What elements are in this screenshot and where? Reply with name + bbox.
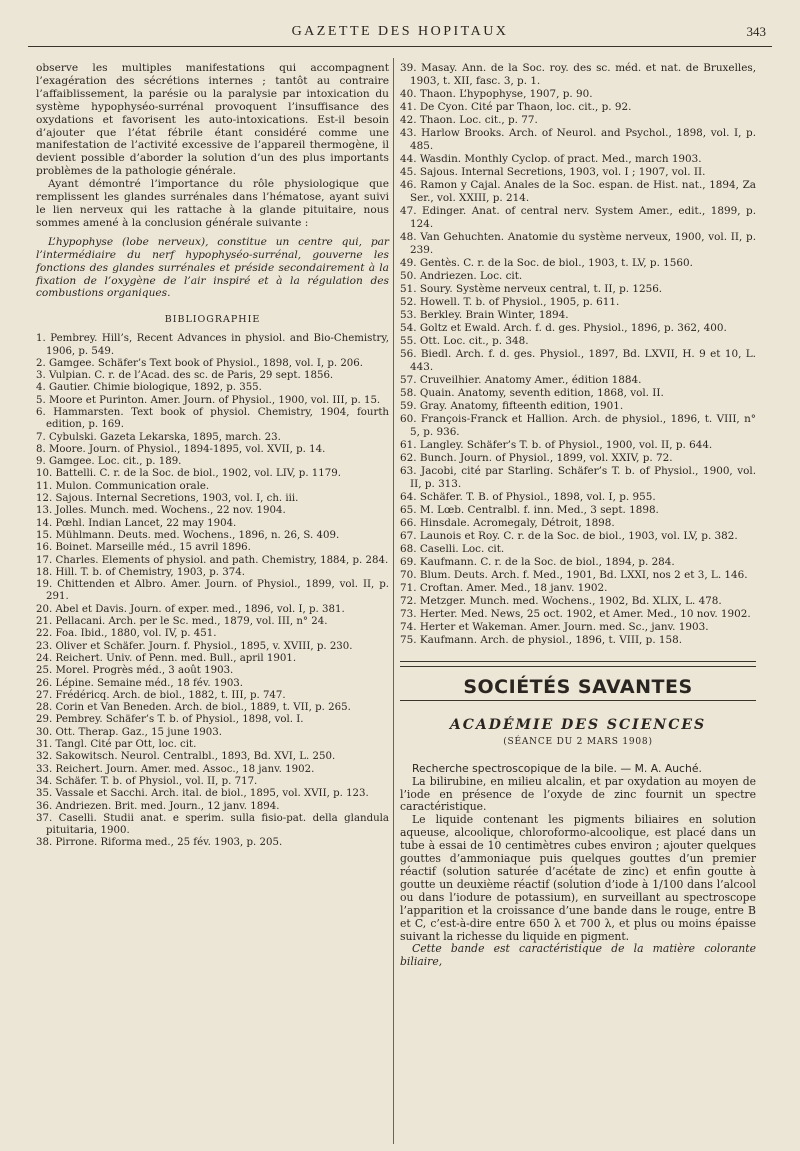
bibliography-entry: 22. Foa. Ibid., 1880, vol. IV, p. 451. <box>36 628 217 640</box>
bibliography-entry: 63. Jacobi, cité par Starling. Schäfer’s T. b. of Physiol., 1900, vol. II, p. 313. <box>400 465 756 490</box>
double-rule <box>400 661 756 667</box>
section-rule <box>400 700 756 701</box>
bibliography-entry: 4. Gautier. Chimie biologique, 1892, p. 355. <box>36 382 262 394</box>
bibliography-entry: 16. Boinet. Marseille méd., 15 avril 1896. <box>36 542 251 554</box>
bibliography-entry: 53. Berkley. Brain Winter, 1894. <box>400 309 569 321</box>
column-divider <box>393 58 394 1144</box>
bibliography-entry: 71. Croftan. Amer. Med., 18 janv. 1902. <box>400 582 608 594</box>
bibliography-entry: 5. Moore et Purinton. Amer. Journ. of Physiol., 1900, vol. III, p. 15. <box>36 394 381 406</box>
bibliography-list-continued <box>400 62 756 647</box>
bibliography-entry: 13. Jolles. Munch. med. Wochens., 22 nov. 1904. <box>36 505 286 517</box>
bibliography-entry: 44. Wasdin. Monthly Cyclop. of pract. Med., march 1903. <box>400 153 702 165</box>
bibliography-entry: 60. François-Franck et Hallion. Arch. de physiol., 1896, t. VIII, n° 5, p. 936. <box>400 413 756 438</box>
bibliography-entry: 17. Charles. Elements of physiol. and path. Chemistry, 1884, p. 284. <box>36 554 389 566</box>
bibliography-entry: 29. Pembrey. Schäfer’s T. b. of Physiol., 1898, vol. I. <box>36 714 304 726</box>
bibliography-entry: 57. Cruveilhier. Anatomy Amer., édition 1884. <box>400 374 642 386</box>
bibliography-entry: 15. Mühlmann. Deuts. med. Wochens., 1896, n. 26, S. 409. <box>36 529 340 541</box>
bibliography-entry: 47. Edinger. Anat. of central nerv. System Amer., edit., 1899, p. 124. <box>400 205 756 230</box>
bibliography-entry: 74. Herter et Wakeman. Amer. Journ. med. Sc., janv. 1903. <box>400 621 709 633</box>
bibliography-entry: 55. Ott. Loc. cit., p. 348. <box>400 335 529 347</box>
bibliography-heading: BIBLIOGRAPHIE <box>164 314 261 326</box>
bibliography-entry: 58. Quain. Anatomy, seventh edition, 1868, vol. II. <box>400 387 664 399</box>
article-paragraph: Le liquide contenant les pigments biliaires en solution aqueuse, alcoolique, chloroformo-alcoolique, est placé dans un tube à essai de 10 centimètres cubes environ ; ajouter quelques gouttes d’ammoniaque puis quelques gouttes d’un premier réactif (solution saturée d’acétate de zinc) et enfin goutte à goutte un deuxième réactif (solution d’iode à 1/100 dans l’alcool ou dans l’iodure de potassium), en surveillant au spectroscope l’apparition et la croissance d’une bande dans le rouge, entre B et C, c’est-à-dire entre 650 λ et 700 λ, et plus ou moins épaisse suivant la richesse du liquide en pigment. <box>400 813 756 943</box>
bibliography-entry: 14. Pœhl. Indian Lancet, 22 may 1904. <box>36 517 237 529</box>
bibliography-entry: 30. Ott. Therap. Gaz., 15 june 1903. <box>36 726 222 738</box>
bibliography-entry: 73. Herter. Med. News, 25 oct. 1902, et Amer. Med., 10 nov. 1902. <box>400 608 751 620</box>
page-number: 343 <box>746 24 766 39</box>
conclusion-paragraph: L’hypophyse (lobe nerveux), constitue un centre qui, par l’intermédiaire du nerf hypophyséo-surrénal, gouverne les fonctions des glandes surrénales et préside secondairement à la fixation de l’oxygène de l’air inspiré et à la régulation des combustions organiques. <box>36 235 389 300</box>
bibliography-entry: 10. Battelli. C. r. de la Soc. de biol., 1902, vol. LIV, p. 1179. <box>36 468 341 480</box>
bibliography-list <box>36 333 389 849</box>
bibliography-entry: 52. Howell. T. b. of Physiol., 1905, p. 611. <box>400 296 620 308</box>
bibliography-entry: 25. Morel. Progrès méd., 3 août 1903. <box>36 665 234 677</box>
bibliography-entry: 35. Vassale et Sacchi. Arch. ital. de biol., 1895, vol. XVII, p. 123. <box>36 788 369 800</box>
academy-heading: ACADÉMIE DES SCIENCES <box>449 716 707 733</box>
bibliography-entry: 42. Thaon. Loc. cit., p. 77. <box>400 114 538 126</box>
bibliography-entry: 38. Pirrone. Riforma med., 25 fév. 1903, p. 205. <box>36 837 283 849</box>
bibliography-entry: 50. Andriezen. Loc. cit. <box>400 270 523 282</box>
body-paragraph: Ayant démontré l’importance du rôle physiologique que remplissent les glandes surrénales dans l’hématose, ayant suivi le lien nerveux qui les rattache à la glande pituitaire, nous sommes amené à la conclusion générale suivante : <box>36 178 389 229</box>
bibliography-entry: 65. M. Lœb. Centralbl. f. inn. Med., 3 sept. 1898. <box>400 504 659 516</box>
bibliography-entry: 72. Metzger. Munch. med. Wochens., 1902, Bd. XLIX, L. 478. <box>400 595 722 607</box>
running-header <box>28 18 772 47</box>
bibliography-entry: 56. Biedl. Arch. f. d. ges. Physiol., 1897, Bd. LXVII, H. 9 et 10, L. 443. <box>400 348 756 373</box>
bibliography-entry: 45. Sajous. Internal Secretions, 1903, vol. I ; 1907, vol. II. <box>400 166 706 178</box>
bibliography-entry: 27. Frédéricq. Arch. de biol., 1882, t. III, p. 747. <box>36 689 286 701</box>
bibliography-entry: 59. Gray. Anatomy, fifteenth edition, 1901. <box>400 400 624 412</box>
bibliography-entry: 70. Blum. Deuts. Arch. f. Med., 1901, Bd. LXXI, nos 2 et 3, L. 146. <box>400 569 748 581</box>
left-column <box>36 62 389 850</box>
journal-title: GAZETTE DES HOPITAUX <box>291 24 509 39</box>
bibliography-entry: 8. Moore. Journ. of Physiol., 1894-1895, vol. XVII, p. 14. <box>36 443 326 455</box>
bibliography-entry: 34. Schäfer. T. b. of Physiol., vol. II, p. 717. <box>36 775 258 787</box>
bibliography-entry: 20. Abel et Davis. Journ. of exper. med., 1896, vol. I, p. 381. <box>36 603 345 615</box>
bibliography-entry: 26. Lépine. Semaine méd., 18 fév. 1903. <box>36 677 244 689</box>
bibliography-entry: 6. Hammarsten. Text book of physiol. Chemistry, 1904, fourth edition, p. 169. <box>36 407 389 431</box>
bibliography-entry: 18. Hill. T. b. of Chemistry, 1903, p. 374. <box>36 566 245 578</box>
bibliography-entry: 21. Pellacani. Arch. per le Sc. med., 1879, vol. III, n° 24. <box>36 616 328 628</box>
bibliography-entry: 61. Langley. Schäfer’s T. b. of Physiol., 1900, vol. II, p. 644. <box>400 439 713 451</box>
bibliography-entry: 40. Thaon. L’hypophyse, 1907, p. 90. <box>400 88 593 100</box>
bibliography-entry: 69. Kaufmann. C. r. de la Soc. de biol., 1894, p. 284. <box>400 556 675 568</box>
bibliography-entry: 11. Mulon. Communication orale. <box>36 480 210 492</box>
bibliography-entry: 36. Andriezen. Brit. med. Journ., 12 janv. 1894. <box>36 800 280 812</box>
bibliography-entry: 31. Tangl. Cité par Ott, loc. cit. <box>36 739 197 751</box>
bibliography-entry: 1. Pembrey. Hill’s, Recent Advances in physiol. and Bio-Chemistry, 1906, p. 549. <box>36 333 389 357</box>
section-title: SOCIÉTÉS SAVANTES <box>463 676 693 698</box>
bibliography-entry: 23. Oliver et Schäfer. Journ. f. Physiol., 1895, v. XVIII, p. 230. <box>36 640 353 652</box>
bibliography-entry: 9. Gamgee. Loc. cit., p. 189. <box>36 456 182 468</box>
article-paragraph: Cette bande est caractéristique de la matière colorante biliaire, <box>400 942 756 969</box>
bibliography-entry: 67. Launois et Roy. C. r. de la Soc. de biol., 1903, vol. LV, p. 382. <box>400 530 738 542</box>
bibliography-entry: 7. Cybulski. Gazeta Lekarska, 1895, march. 23. <box>36 431 281 443</box>
bibliography-entry: 43. Harlow Brooks. Arch. of Neurol. and Psychol., 1898, vol. I, p. 485. <box>400 127 756 152</box>
bibliography-entry: 39. Masay. Ann. de la Soc. roy. des sc. méd. et nat. de Bruxelles, 1903, t. XII, fasc. 3, p. 1. <box>400 62 756 87</box>
bibliography-entry: 32. Sakowitsch. Neurol. Centralbl., 1893, Bd. XVI, L. 250. <box>36 751 336 763</box>
session-date: (SÉANCE DU 2 MARS 1908) <box>503 736 653 747</box>
bibliography-entry: 51. Soury. Système nerveux central, t. II, p. 1256. <box>400 283 663 295</box>
bibliography-entry: 54. Goltz et Ewald. Arch. f. d. ges. Physiol., 1896, p. 362, 400. <box>400 322 727 334</box>
bibliography-entry: 3. Vulpian. C. r. de l’Acad. des sc. de Paris, 29 sept. 1856. <box>36 370 334 382</box>
right-column <box>400 62 756 969</box>
article-title: Recherche spectroscopique de la bile. — M. A. Auché. <box>412 761 702 775</box>
bibliography-entry: 41. De Cyon. Cité par Thaon, loc. cit., p. 92. <box>400 101 632 113</box>
bibliography-entry: 75. Kaufmann. Arch. de physiol., 1896, t. VIII, p. 158. <box>400 634 683 646</box>
bibliography-entry: 2. Gamgee. Schäfer’s Text book of Physiol., 1898, vol. I, p. 206. <box>36 357 364 369</box>
bibliography-entry: 19. Chittenden et Albro. Amer. Journ. of Physiol., 1899, vol. II, p. 291. <box>36 579 389 603</box>
bibliography-entry: 28. Corin et Van Beneden. Arch. de biol., 1889, t. VII, p. 265. <box>36 702 351 714</box>
article-paragraph: La bilirubine, en milieu alcalin, et par oxydation au moyen de l’iode en présence de l’oxyde de zinc fournit un spectre caractéristique. <box>400 774 756 814</box>
bibliography-entry: 49. Gentès. C. r. de la Soc. de biol., 1903, t. LV, p. 1560. <box>400 257 693 269</box>
bibliography-entry: 24. Reichert. Univ. of Penn. med. Bull., april 1901. <box>36 652 297 664</box>
body-paragraph: observe les multiples manifestations qui accompagnent l’exagération des sécrétions internes ; tantôt au contraire l’affaiblissement, la parésie ou la paralysie par intoxication du système hypophyséo-surrénal provoquent l’insuffisance des oxydations et favorisent les auto-intoxications. Est-il besoin d’ajouter que l’état fébrile étant considéré comme une manifestation de l’activité excessive de l’appareil thermogène, il devient possible d’aborder la solution d’un des plus importants problèmes de la pathologie générale. <box>36 62 389 178</box>
bibliography-entry: 48. Van Gehuchten. Anatomie du système nerveux, 1900, vol. II, p. 239. <box>400 231 756 256</box>
bibliography-entry: 12. Sajous. Internal Secretions, 1903, vol. I, ch. iii. <box>36 493 299 505</box>
bibliography-entry: 33. Reichert. Journ. Amer. med. Assoc., 18 janv. 1902. <box>36 763 315 775</box>
bibliography-entry: 46. Ramon y Cajal. Anales de la Soc. espan. de Hist. nat., 1894, Za Ser., vol. XXIII, p. 214. <box>400 179 756 204</box>
bibliography-entry: 66. Hinsdale. Acromegaly, Détroit, 1898. <box>400 517 615 529</box>
bibliography-entry: 64. Schäfer. T. B. of Physiol., 1898, vol. I, p. 955. <box>400 491 656 503</box>
bibliography-entry: 37. Caselli. Studii anat. e sperim. sulla fisio-pat. della glandula pituitaria, 1900. <box>36 812 389 837</box>
bibliography-entry: 68. Caselli. Loc. cit. <box>400 543 505 555</box>
bibliography-entry: 62. Bunch. Journ. of Physiol., 1899, vol. XXIV, p. 72. <box>400 452 673 464</box>
